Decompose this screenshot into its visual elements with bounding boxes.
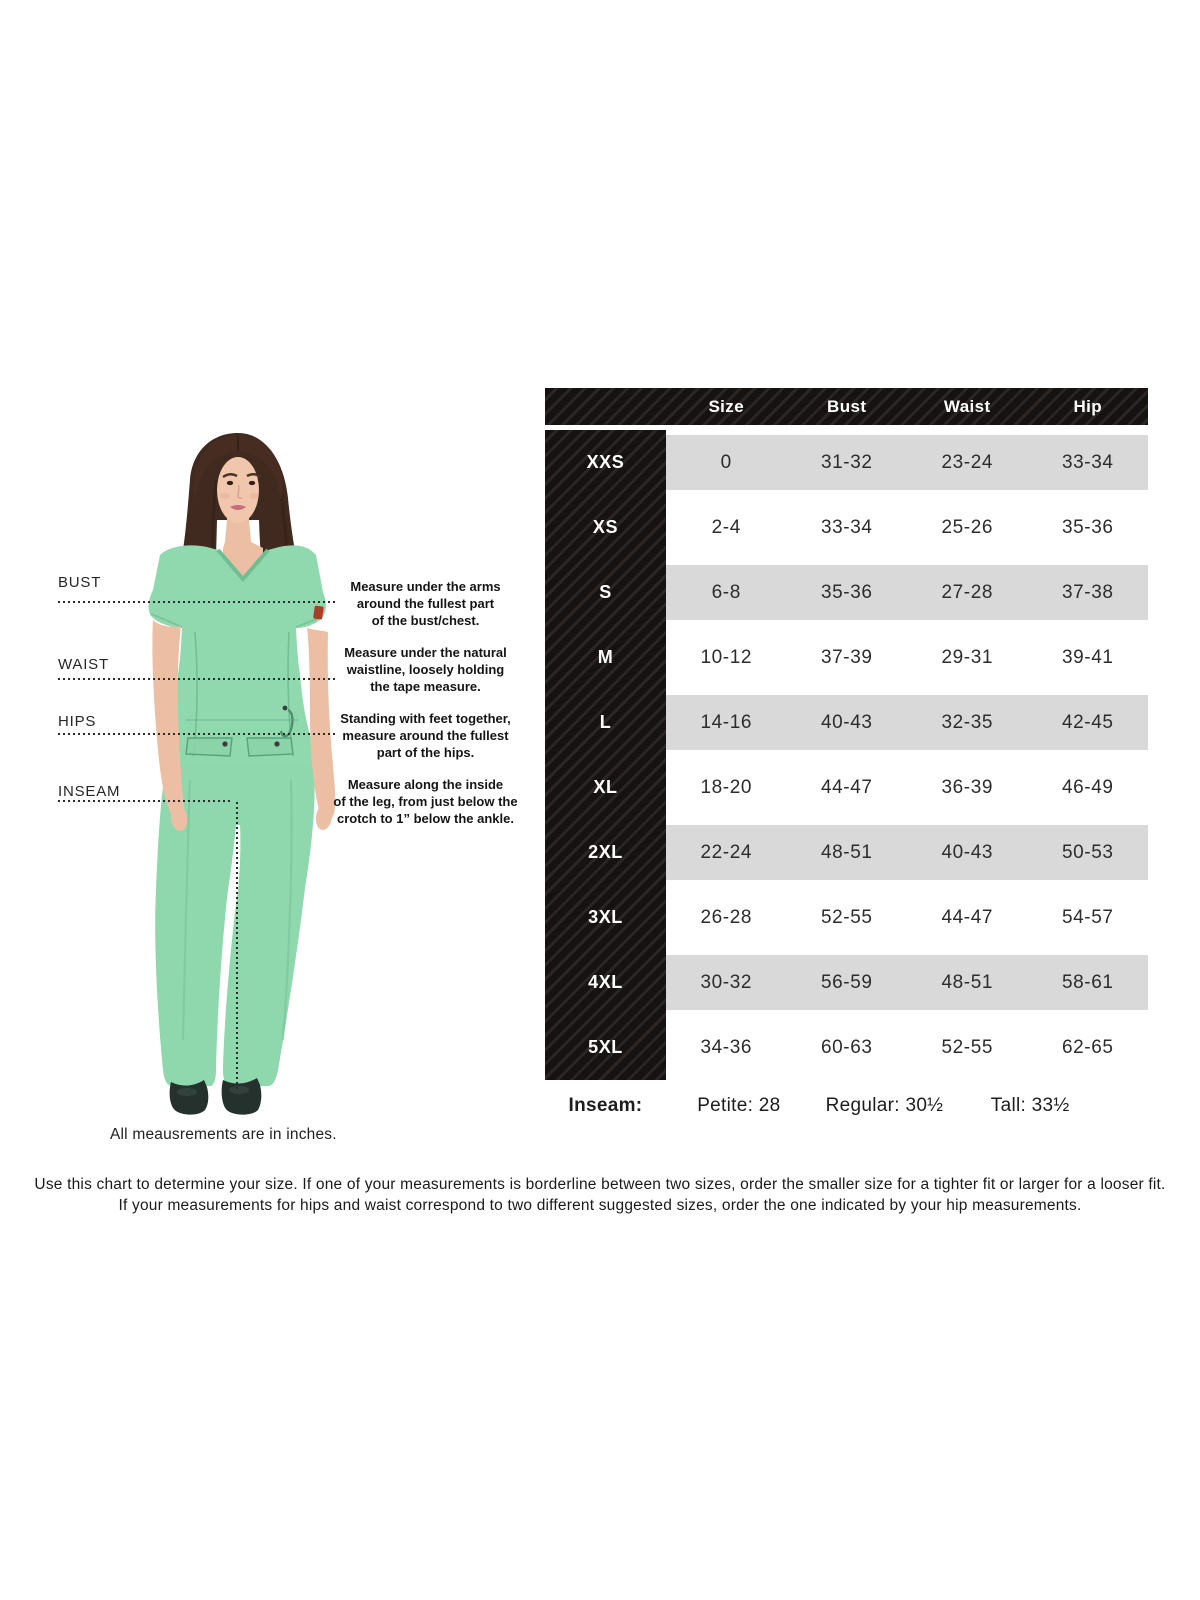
table-row [545,755,1148,820]
cell-waist: 48-51 [907,950,1028,1015]
measurement-label-bust: BUST [58,574,102,591]
size-label: XS [592,517,619,537]
size-label: M [597,647,614,667]
eye-right [249,481,255,485]
units-note: All meausrements are in inches. [110,1126,337,1143]
cell-hip: 37-38 [1028,560,1149,625]
cell-hip: 58-61 [1028,950,1149,1015]
column-header-size: Size [708,396,745,416]
model-figure-svg [95,420,405,1120]
sizing-guidance-line1: Use this chart to determine your size. If one of your measurements is borderline between two sizes, order the smaller size for a tighter fit or larger for a looser fit. [34,1176,1166,1193]
pocket-button-right [274,741,279,746]
size-label: XXS [586,452,625,472]
cell-hip: 33-34 [1028,430,1149,495]
table-row [545,690,1148,755]
cell-waist: 23-24 [907,430,1028,495]
shoe-right [222,1078,262,1115]
cell-size: 6-8 [666,560,787,625]
cell-waist: 52-55 [941,1036,994,1058]
size-label: 3XL [588,907,623,927]
pocket-button-left [222,741,227,746]
table-header-row [545,388,1148,425]
table-row [545,430,1148,495]
cell-hip: 42-45 [1028,690,1149,755]
eye-left [227,481,233,485]
cell-size: 2-4 [711,516,741,538]
cell-size: 30-32 [666,950,787,1015]
cell-bust: 40-43 [787,690,908,755]
scrubs-model-illustration [95,420,405,1120]
cell-bust: 33-34 [820,516,873,538]
cell-hip: 62-65 [1061,1036,1114,1058]
table-row [545,560,1148,625]
size-label: L [599,712,612,732]
inseam-label: Inseam: [568,1095,643,1116]
bust-measure-line [58,601,337,603]
table-row [545,1015,1148,1080]
cell-waist: 25-26 [941,516,994,538]
cell-bust: 35-36 [787,560,908,625]
waist-measure-line [58,678,337,680]
inseam-tall-value: Tall: 33½ [990,1095,1070,1116]
cell-bust: 48-51 [787,820,908,885]
measurement-label-inseam: INSEAM [58,783,121,800]
table-body [545,430,1148,1080]
cell-hip: 50-53 [1028,820,1149,885]
size-chart-table [545,388,1148,1080]
cell-waist: 29-31 [941,646,994,668]
hips-instruction: Standing with feet together, measure around the fullest part of the hips. [340,711,511,760]
inseam-vertical-line [236,802,238,1090]
inseam-regular-value: Regular: 30½ [825,1095,944,1116]
cell-bust: 56-59 [787,950,908,1015]
cell-size: 34-36 [700,1036,753,1058]
cell-size: 26-28 [700,906,753,928]
cell-bust: 52-55 [820,906,873,928]
size-label: 4XL [588,972,623,992]
cell-waist: 32-35 [907,690,1028,755]
measurement-label-waist: WAIST [58,656,109,673]
size-label: 2XL [588,842,623,862]
cell-size: 22-24 [666,820,787,885]
table-row [545,495,1148,560]
measurement-label-hips: HIPS [58,713,97,730]
cell-size: 14-16 [666,690,787,755]
cell-waist: 27-28 [907,560,1028,625]
pocket-flap-right [247,738,293,756]
inseam-instruction: Measure along the inside of the leg, from just below the crotch to 1” below the ankle. [333,777,518,826]
sizing-guidance [0,1174,1200,1216]
hips-measure-line [58,733,337,735]
column-header-waist: Waist [943,396,991,416]
cell-waist: 40-43 [907,820,1028,885]
cell-hip: 35-36 [1061,516,1114,538]
sizing-guidance-line2: If your measurements for hips and waist correspond to two different suggested sizes, order the one indicated by your hip measurements. [118,1197,1082,1214]
inseam-measure-line [58,800,233,802]
cell-hip: 54-57 [1061,906,1114,928]
cell-bust: 37-39 [820,646,873,668]
cell-bust: 44-47 [820,776,873,798]
pocket-flap-left [186,738,232,756]
cell-hip: 46-49 [1061,776,1114,798]
cell-size: 10-12 [700,646,753,668]
cell-bust: 31-32 [787,430,908,495]
cell-size: 0 [666,430,787,495]
table-row [545,820,1148,885]
bust-instruction: Measure under the arms around the fullest part of the bust/chest. [350,579,501,628]
size-label: S [599,582,612,602]
cell-waist: 36-39 [941,776,994,798]
size-label: XL [593,777,618,797]
size-label: 5XL [588,1037,623,1057]
inseam-row [545,1095,1148,1117]
cell-waist: 44-47 [941,906,994,928]
cell-hip: 39-41 [1061,646,1114,668]
column-header-hip: Hip [1073,396,1103,416]
cell-size: 18-20 [700,776,753,798]
cell-bust: 60-63 [820,1036,873,1058]
inseam-petite-value: Petite: 28 [697,1095,781,1116]
column-header-bust: Bust [827,396,867,416]
waist-instruction: Measure under the natural waistline, loosely holding the tape measure. [344,645,507,694]
table-row [545,885,1148,950]
table-row [545,950,1148,1015]
table-row [545,625,1148,690]
